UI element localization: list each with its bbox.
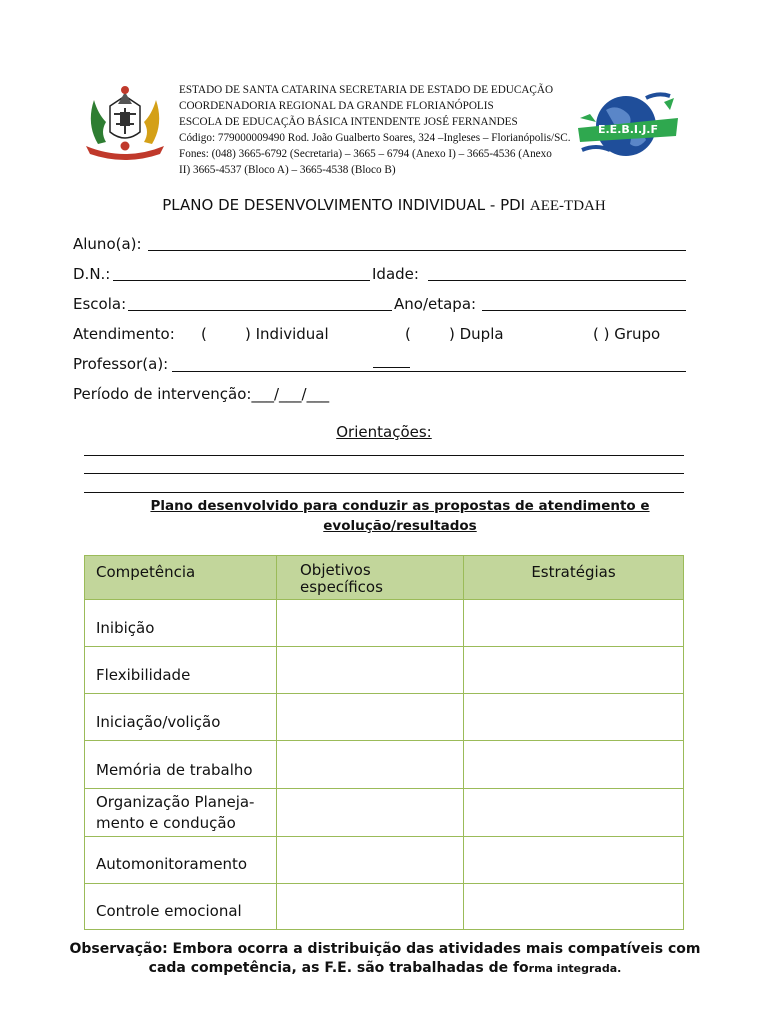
professor-input-line-extra [373, 367, 410, 368]
competency-cell [85, 789, 277, 837]
header-objetivos-text: Objetivos específicos [300, 561, 383, 596]
estrategias-cell[interactable] [464, 647, 684, 694]
table-row [85, 741, 684, 789]
header-line: ESTADO DE SANTA CATARINA SECRETARIA DE ESTADO DE EDUCAÇÃO [179, 84, 554, 96]
coat-of-arms-icon [80, 84, 170, 160]
idade-input-line[interactable] [428, 280, 686, 281]
header-line: ESCOLA DE EDUCAÇÃO BÁSICA INTENDENTE JOSÉ FERNANDES [179, 116, 518, 128]
competency-cell: Iniciação/volição [85, 694, 277, 741]
competency-cell: Flexibilidade [85, 647, 277, 694]
plano-line-2: evolução/resultados [323, 518, 477, 534]
table-row [85, 647, 684, 694]
header-competencia: Competência [85, 556, 277, 600]
estrategias-cell[interactable] [464, 600, 684, 647]
competency-cell: Automonitoramento [85, 837, 277, 884]
estrategias-cell[interactable] [464, 741, 684, 789]
title-suffix: AEE-TDAH [529, 198, 606, 214]
table-row [85, 600, 684, 647]
competency-cell: Memória de trabalho [85, 741, 277, 789]
professor-label: Professor(a): [73, 355, 169, 373]
logo-text: E.E.B.I.J.F [597, 123, 659, 136]
note-main: Observação: Embora ocorra a distribuição das atividades mais compatíveis com cada competência, as F.E. são trabalhadas de fo [69, 941, 701, 976]
idade-label: Idade: [372, 265, 419, 283]
header-line: II) 3665-4537 (Bloco A) – 3665-4538 (Bloco B) [179, 164, 396, 176]
competency-cell: Inibição [85, 600, 277, 647]
header-objetivos [277, 556, 464, 600]
orientacoes-line[interactable] [84, 492, 684, 493]
orientacoes-line[interactable] [84, 473, 684, 474]
dn-input-line[interactable] [113, 280, 370, 281]
individual-checkbox[interactable]: ( ) Individual [201, 325, 329, 343]
plano-description [140, 496, 660, 536]
header-line: COORDENADORIA REGIONAL DA GRANDE FLORIANÓPOLIS [179, 100, 494, 112]
objetivos-cell[interactable] [277, 694, 464, 741]
competency-table [84, 555, 684, 930]
ano-input-line[interactable] [482, 310, 686, 311]
objetivos-cell[interactable] [277, 647, 464, 694]
plano-line-1: Plano desenvolvido para conduzir as propostas de atendimento e [150, 498, 650, 514]
objetivos-cell[interactable] [277, 741, 464, 789]
observation-note [60, 940, 710, 978]
header-estrategias: Estratégias [464, 556, 684, 600]
estrategias-cell[interactable] [464, 694, 684, 741]
objetivos-cell[interactable] [277, 600, 464, 647]
note-tail: rma integrada. [528, 962, 622, 975]
page-title [0, 196, 768, 215]
orientacoes-heading: Orientações: [336, 423, 432, 441]
table-row [85, 837, 684, 884]
dn-label: D.N.: [73, 265, 111, 283]
periodo-field[interactable]: Período de intervenção:___/___/___ [73, 385, 330, 403]
objetivos-cell[interactable] [277, 837, 464, 884]
table-row [85, 694, 684, 741]
dupla-checkbox[interactable]: ( ) Dupla [405, 325, 504, 343]
objetivos-cell[interactable] [277, 789, 464, 837]
aluno-label: Aluno(a): [73, 235, 142, 253]
school-header [179, 82, 579, 178]
objetivos-cell[interactable] [277, 884, 464, 930]
aluno-input-line[interactable] [148, 250, 686, 251]
estrategias-cell[interactable] [464, 789, 684, 837]
state-emblem [80, 84, 170, 160]
atendimento-label: Atendimento: [73, 325, 175, 343]
ano-label: Ano/etapa: [394, 295, 477, 313]
orientacoes-line[interactable] [84, 455, 684, 456]
title-main: PLANO DE DESENVOLVIMENTO INDIVIDUAL - PDI [162, 196, 526, 214]
table-header-row [85, 556, 684, 600]
school-logo [576, 88, 680, 164]
table-row [85, 789, 684, 837]
grupo-checkbox[interactable]: ( ) Grupo [593, 325, 661, 343]
escola-label: Escola: [73, 295, 127, 313]
estrategias-cell[interactable] [464, 884, 684, 930]
header-line: Código: 779000009490 Rod. João Gualberto Soares, 324 –Ingleses – Florianópolis/SC. [179, 132, 571, 144]
table-row [85, 884, 684, 930]
escola-input-line[interactable] [128, 310, 392, 311]
globe-logo-icon [576, 88, 680, 164]
professor-input-line[interactable] [172, 371, 686, 372]
estrategias-cell[interactable] [464, 837, 684, 884]
competency-cell: Controle emocional [85, 884, 277, 930]
header-line: Fones: (048) 3665-6792 (Secretaria) – 3665 – 6794 (Anexo I) – 3665-4536 (Anexo [179, 148, 552, 160]
competency-cell-text: Organização Planeja-mento e condução [96, 792, 255, 832]
